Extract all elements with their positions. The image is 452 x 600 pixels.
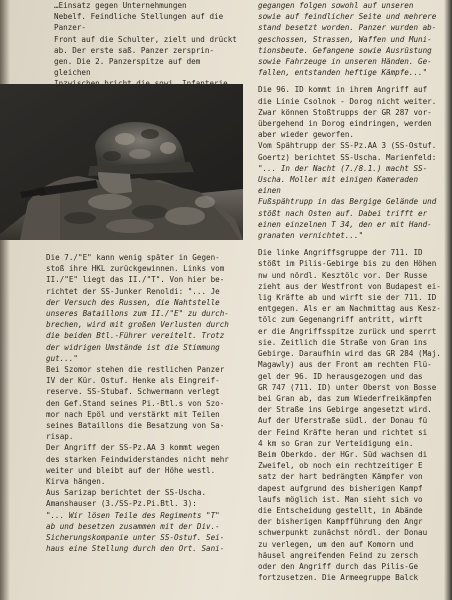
text-line: sie. Zeitlich die Straße von Gran ins <box>258 337 428 347</box>
text-line: unseres Bataillons zum II./"E" zu durch- <box>46 309 229 319</box>
text-line: fallen, entstanden heftige Kämpfe..." <box>258 68 428 78</box>
text-line: Sicherungskompanie unter SS-Ostuf. Sei- <box>46 533 225 543</box>
text-line: der widrigen Umstände ist die Stimmung <box>46 342 220 352</box>
text-line: sowie auf feindlicher Seite und mehrere <box>258 12 437 22</box>
text-line: fortzusetzen. Die Armeegruppe Balck <box>258 573 419 583</box>
text-line: Front auf die Schulter, zielt und drückt <box>54 34 237 44</box>
text-line: risap. <box>46 432 74 442</box>
text-column-right <box>258 0 444 583</box>
text-line: "... In der Nacht (7./8.1.) macht SS- <box>258 163 428 173</box>
text-line: reserve. SS-Stubaf. Schwermann verlegt <box>46 387 220 397</box>
text-line: einen einzelnen T 34, den er mit Hand- <box>258 219 432 229</box>
text-line: IV der Kür. Ostuf. Henke als Eingreif- <box>46 376 220 386</box>
text-line: häusel angreifenden Feind zu zersch <box>258 550 419 560</box>
text-line: entgegen. Als er am Nachmittag aus Kesz- <box>258 304 441 314</box>
text-line: …Einsatz gegen Unternehmungen <box>54 1 187 10</box>
text-line: "... Wir lösen Teile des Regiments "T" <box>46 510 220 520</box>
right-paragraph-1 <box>258 0 444 78</box>
text-line: gen. Die 2. Panzerspitze auf dem gleichen <box>54 57 201 78</box>
text-line: 4 km so Gran zur Verteidigung ein. <box>258 438 414 448</box>
text-line: der Straße ins Gebirge angesetzt wird. <box>258 405 432 415</box>
text-line: Der Angriff der SS-Pz.AA 3 kommt wegen <box>46 443 220 453</box>
text-line: II./"E" liegt das II./"T". Von hier be- <box>46 275 225 285</box>
text-line: Uscha. Moller mit einigen Kameraden einen <box>258 175 419 196</box>
text-line: Amanshauser (3./SS-Pz.Pi.Btl. 3): <box>46 499 197 509</box>
text-line: er die Angriffsspitze zurück und sperrt <box>258 326 437 336</box>
text-line: seines Bataillons die Besatzung von Sa- <box>46 421 225 431</box>
text-line: schwerpunkt zunächst nördl. der Donau <box>258 528 428 538</box>
text-line: brechen, wird mit großen Verlusten durch <box>46 320 229 330</box>
photograph-soldier-camouflage-helmet <box>0 84 243 240</box>
text-line: Kirva hängen. <box>46 477 106 487</box>
text-line: mor nach Epöl und verstärkt mit Teilen <box>46 409 220 419</box>
book-spine-shadow <box>444 0 452 600</box>
text-line: Beim Oberkdo. der HGr. Süd wachsen di <box>258 449 428 459</box>
text-line: Vom Spähtrupp der SS-Pz.AA 3 (SS-Ostuf. <box>258 141 437 151</box>
text-line: ab und besetzen zusammen mit der Div.- <box>46 521 220 531</box>
text-line: Die 96. ID kommt in ihrem Angriff auf <box>258 85 428 95</box>
text-line: der Versuch des Russen, die Nahtstelle <box>46 297 220 307</box>
text-line: Die 7./"E" kann wenig später in Gegen- <box>46 253 220 262</box>
text-line: stand besetzt worden. Panzer wurden ab- <box>258 23 437 33</box>
text-line: Gebirge. Daraufhin wird das GR 284 (Maj. <box>258 349 441 359</box>
text-line: Goertz) berichtet SS-Uscha. Marienfeld: <box>258 152 437 162</box>
text-line: stößt nach Osten auf. Dabei trifft er <box>258 208 428 218</box>
text-line: die Entscheidung gestellt, in Abände <box>258 505 423 515</box>
text-line: des starken Feindwiderstandes nicht mehr <box>46 454 229 464</box>
text-line: satz der hart bedrängten Kämpfer von <box>258 472 423 482</box>
text-line: geschossen, Strassen, Waffen und Muni- <box>258 34 432 44</box>
text-line: übergehend in Dorog eindringen, werden <box>258 119 432 129</box>
text-line: ab. Der erste saß. Panzer zersprin- <box>54 45 215 55</box>
text-line: Nebelf. Feindliche Stellungen auf die Panzer- <box>54 12 224 33</box>
text-line: Magawly) aus der Front am rechten Flü- <box>258 360 432 370</box>
text-line: die beiden Btl.-Führer vereitelt. Trotz <box>46 331 225 341</box>
text-line: Die linke Angriffsgruppe der 711. ID <box>258 248 423 258</box>
text-line: granaten vernichtet..." <box>258 231 364 241</box>
text-line: laufs möglich ist. Man sieht sich vo <box>258 494 423 504</box>
text-line: Zweifel, ob noch ein rechtzeitiger E <box>258 461 423 471</box>
text-line: nw und nördl. Kesztölc vor. Der Russe <box>258 270 428 280</box>
text-line: gut..." <box>46 353 79 363</box>
text-line: Bei Szomor stehen die restlichen Panzer <box>46 365 225 375</box>
soldier-photo-image <box>0 84 243 240</box>
text-line: Fußspähtrupp in das Bergige Gelände und <box>258 197 437 207</box>
text-line: Aus Sarizap berichtet der SS-Uscha. <box>46 488 207 498</box>
text-line: Zwar können Stoßtrupps der GR 287 vor- <box>258 107 432 117</box>
text-line: aber wieder geworfen. <box>258 130 355 140</box>
text-line: bei Gran ab, das zum Wiederfreikämpfen <box>258 393 432 403</box>
text-line: oder den Angriff durch das Pilis-Ge <box>258 561 419 571</box>
text-line: GR 747 (711. ID) unter Oberst von Bosse <box>258 382 437 392</box>
text-line: zieht aus der Westfront von Budapest ei- <box>258 281 441 291</box>
text-line: richtet der SS-Junker Renoldi: "... Je <box>46 286 220 296</box>
right-paragraph-2 <box>258 84 444 241</box>
text-line: der bisherigen Kampfführung den Angr <box>258 517 423 527</box>
text-line: stößt im Pilis-Gebirge bis zu den Höhen <box>258 259 437 269</box>
text-line: zu verlegen, um den auf Komorn und <box>258 539 414 549</box>
text-line: haus eine Stellung durch den Ort. Sani- <box>46 544 225 554</box>
text-line: den Gef.Stand seines Pi.-Btl.s von Szo- <box>46 398 225 408</box>
text-line: Auf der Uferstraße südl. der Donau fü <box>258 416 428 426</box>
text-line: weiter und bleibt auf der Höhe westl. <box>46 465 216 475</box>
text-column-left <box>46 252 244 554</box>
text-line: lig Kräfte ab und wirft sie der 711. ID <box>258 293 437 303</box>
text-line: dapest aufgrund des bisherigen Kampf <box>258 483 423 493</box>
text-line: der Feind Kräfte heran und richtet si <box>258 427 428 437</box>
right-paragraph-3 <box>258 247 444 583</box>
text-line: tionsbeute. Gefangene sowie Ausrüstung <box>258 45 432 55</box>
text-line: gel der 96. ID herausgezogen und das <box>258 371 423 381</box>
text-line: die Linie Csolnok - Dorog nicht weiter. <box>258 96 437 106</box>
text-line: tölc zum Gegenangriff antritt, wirft <box>258 315 423 325</box>
text-line: gegangen folgen sowohl auf unseren <box>258 1 414 10</box>
text-line: sowie Fahrzeuge in unseren Händen. Ge- <box>258 57 432 67</box>
text-line: stoß ihre HKL zurückgewinnen. Links vom <box>46 264 225 274</box>
